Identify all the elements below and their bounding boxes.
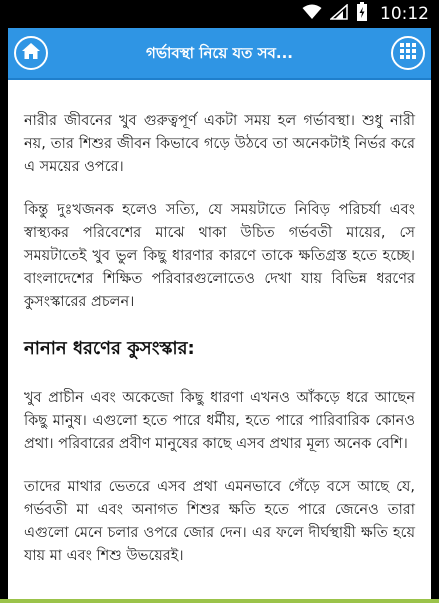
app-bar — [8, 28, 431, 80]
bottom-strip — [0, 599, 439, 603]
article-paragraph: নারীর জীবনের খুব গুরুত্বপূর্ণ একটা সময় হল গর্ভাবস্থা। শুধু নারী নয়, তার শিশুর জীবন কিভাবে গড়ে উঠবে তা অনেকটাই নির্ভর করে এ সময়ের ওপরে। — [24, 113, 415, 175]
home-button[interactable] — [14, 36, 48, 70]
section-heading: নানান ধরণের কুসংস্কার: — [24, 338, 195, 359]
battery-icon — [356, 2, 368, 26]
status-bar — [0, 0, 439, 28]
status-icons — [302, 3, 429, 25]
clock: 10:12 — [380, 4, 429, 24]
menu-button[interactable] — [391, 36, 425, 70]
signal-icon — [330, 4, 348, 24]
wifi-icon — [302, 4, 322, 24]
grid-menu-icon — [399, 42, 417, 64]
article-content[interactable] — [8, 80, 431, 603]
article-paragraph: খুব প্রাচীন এবং অকেজো কিছু ধারণা এখনও আঁকড়ে ধরে আছেন কিছু মানুষ। এগুলো হতে পারে ধর্মীয়, হতে পারে পারিবারিক কোনও প্রথা। পরিবারের প্রবীণ মানুষের কাছে এসব প্রথার মূল্য অনেক বেশি। — [24, 390, 415, 452]
article-paragraph: তাদের মাথার ভেতরে এসব প্রথা এমনভাবে গেঁড়ে বসে আছে যে, গর্ভবতী মা এবং অনাগত শিশুর ক্ষতি হতে পারে জেনেও তারা এগুলো মেনে চলার ওপরে জোর দেন। এর ফলে দীর্ঘস্থায়ী ক্ষতি হয়ে যায় মা এবং শিশু উভয়েরই। — [24, 479, 415, 564]
page-title: গর্ভাবস্থা নিয়ে যত সব... — [145, 44, 293, 62]
article-paragraph: কিন্তু দুঃখজনক হলেও সত্যি, যে সময়টাতে নিবিড় পরিচর্যা এবং স্বাস্থ্যকর পরিবেশের মাঝে থাকা উচিত গর্ভবতী মায়ের, সে সময়টাতেই খুব ভুল কিছু ধারণার কারণে তাকে ক্ষতিগ্রস্ত হতে হচ্ছে। বাংলাদেশের শিক্ষিত পরিবারগুলোতেও দেখা যায় বিভিন্ন ধরণের কুসংস্কারের প্রচলন। — [24, 202, 415, 310]
home-icon — [21, 42, 41, 64]
